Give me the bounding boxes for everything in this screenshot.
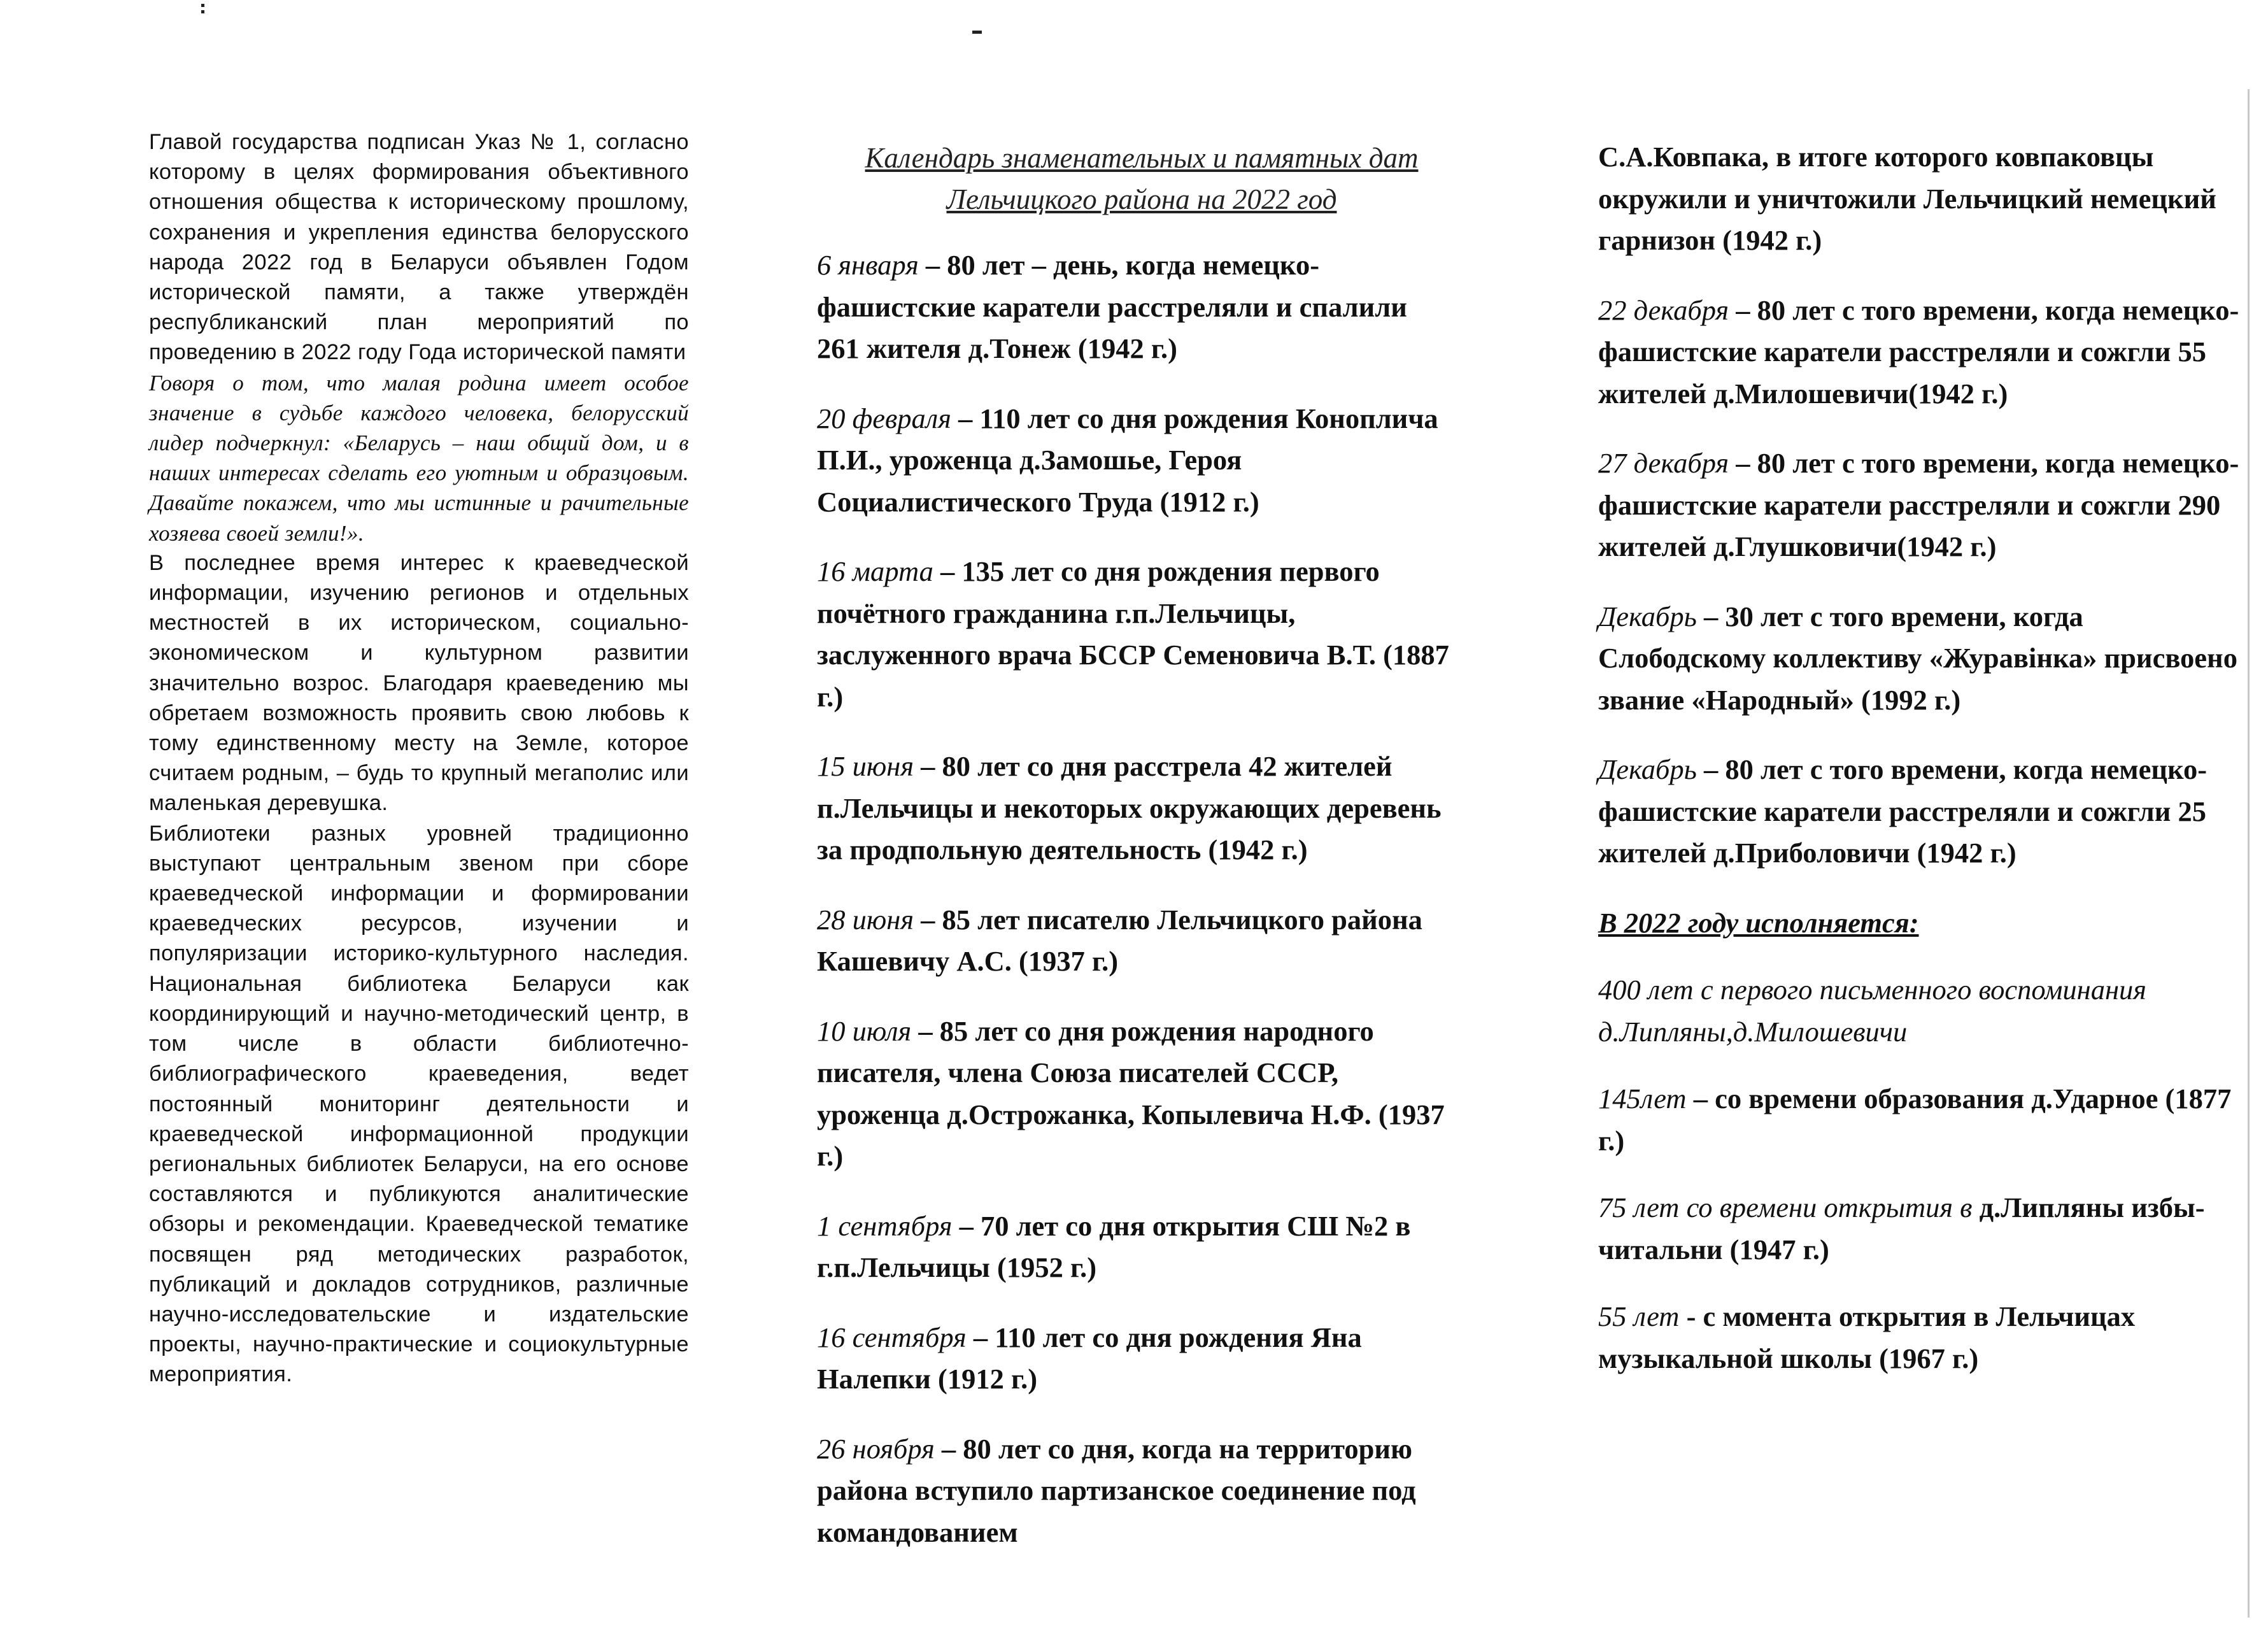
entry-date: 15 июня xyxy=(817,750,914,782)
entry-date: 20 февраля xyxy=(817,402,951,434)
entry-date: 28 июня xyxy=(817,903,914,935)
anniversary-text: - с момента открытия в Лельчицах музыкальной школы (1967 г.) xyxy=(1598,1300,2136,1374)
anniversary-lead: 145лет xyxy=(1598,1083,1687,1114)
scan-mark xyxy=(201,4,204,7)
entry-text: – 30 лет с того времени, когда Слободскому коллективу «Журавінка» присвоено звание «Народный» (1992 г.) xyxy=(1598,600,2237,716)
anniversary-text: – со времени образования д.Ударное (1877 г.) xyxy=(1598,1083,2232,1156)
scan-mark xyxy=(201,10,204,13)
anniversary-lead: 75 лет со времени открытия в xyxy=(1598,1192,1980,1223)
intro-paragraph-decree: Главой государства подписан Указ № 1, согласно которому в целях формирования объективного отношения общества к историческому прошлому, сохранения и укрепления единства белорусского народа 2022 год в Беларуси объявлен Годом исторической памяти, а также утверждён республиканский план мероприятий по проведению в 2022 году Года исторической памяти xyxy=(149,130,689,365)
entry-text: – 85 лет писателю Лельчицкого района Кашевичу А.С. (1937 г.) xyxy=(817,903,1422,977)
entry-date: 22 декабря xyxy=(1598,294,1729,326)
anniversary-item xyxy=(1598,969,2241,1053)
entry-text: – 80 лет с того времени, когда немецко-фашистские каратели расстреляли и сожгли 55 жителей д.Милошевичи(1942 г.) xyxy=(1598,294,2239,409)
anniversary-item xyxy=(1598,1187,2241,1270)
calendar-column xyxy=(817,138,1454,1581)
entry-date: 6 января xyxy=(817,249,919,281)
entry-date: 10 июля xyxy=(817,1014,912,1047)
calendar-entry xyxy=(817,746,1454,871)
calendar-entry xyxy=(817,1428,1454,1554)
entry-date: Декабрь xyxy=(1598,753,1697,785)
entry-date: 16 сентября xyxy=(817,1321,967,1353)
entry-date: 1 сентября xyxy=(817,1209,953,1242)
entry-text: – 80 лет с того времени, когда немецко-фашистские каратели расстреляли и сожгли 290 жителей д.Глушковичи(1942 г.) xyxy=(1598,447,2239,562)
entry-text: – 110 лет со дня рождения Яна Налепки (1912 г.) xyxy=(817,1321,1362,1395)
entry-text: – 70 лет со дня открытия СШ №2 в г.п.Лельчицы (1952 г.) xyxy=(817,1209,1411,1283)
intro-text-column xyxy=(149,127,689,1390)
calendar-entry xyxy=(817,398,1454,523)
entry-text: – 80 лет со дня, когда на территорию района вступило партизанское соединение под командованием xyxy=(817,1432,1416,1548)
anniversary-text: д.Липляны избы-читальни (1947 г.) xyxy=(1598,1192,2205,1265)
scan-mark xyxy=(972,31,982,34)
calendar-entry xyxy=(817,1206,1454,1289)
calendar-entry xyxy=(1598,443,2241,568)
entry-text: – 80 лет с того времени, когда немецко-фашистские каратели расстреляли и сожгли 25 жителей д.Приболовичи (1942 г.) xyxy=(1598,753,2208,869)
calendar-entry-continuation: С.А.Ковпака, в итоге которого ковпаковцы окружили и уничтожили Лельчицкий немецкий гарнизон (1942 г.) xyxy=(1598,141,2216,256)
entry-text: – 80 лет – день, когда немецко-фашистские каратели расстреляли и спалили 261 жителя д.Тонеж (1942 г.) xyxy=(817,249,1407,364)
calendar-entry xyxy=(817,551,1454,718)
calendar-title: Календарь знаменательных и памятных дат Лельчицкого района на 2022 год xyxy=(865,142,1419,215)
calendar-entry xyxy=(1598,596,2241,722)
anniversary-lead: 55 лет xyxy=(1598,1300,1680,1332)
calendar-entry xyxy=(817,1011,1454,1177)
entry-date: 16 марта xyxy=(817,555,933,587)
entry-text: – 110 лет со дня рождения Коноплича П.И., уроженца д.Замошье, Героя Социалистического Труда (1912 г.) xyxy=(817,402,1438,518)
calendar-entry xyxy=(1598,749,2241,874)
section-heading: В 2022 году исполняется: xyxy=(1598,906,1919,939)
entry-text: – 135 лет со дня рождения первого почётного гражданина г.п.Лельчицы, заслуженного врача БССР Семеновича В.Т. (1887 г.) xyxy=(817,555,1449,713)
anniversary-lead: 400 лет с первого письменного воспоминания xyxy=(1598,974,2146,1006)
intro-paragraph-quote: Говоря о том, что малая родина имеет особое значение в судьбе каждого человека, белорусский лидер подчеркнул: «Беларусь – наш общий дом, и в наших интересах сделать его уютным и образцовым. Давайте покажем, что мы истинные и рачительные хозяева своей земли!». xyxy=(149,370,689,546)
calendar-column-continued xyxy=(1598,136,2241,1405)
entry-date: 27 декабря xyxy=(1598,447,1729,479)
entry-date: Декабрь xyxy=(1598,600,1697,632)
entry-text: – 80 лет со дня расстрела 42 жителей п.Лельчицы и некоторых окружающих деревень за продпольную деятельность (1942 г.) xyxy=(817,750,1442,865)
anniversary-text: д.Липляны,д.Милошевичи xyxy=(1598,1015,1908,1048)
intro-paragraph-local-history: В последнее время интерес к краеведческой информации, изучению регионов и отдельных местностей в их историческом, социально-экономическом и культурном развитии значительно возрос. Благодаря краеведению мы обретаем возможность проявить свою любовь к тому единственному месту на Земле, которое считаем родным, – будь то крупный мегаполис или маленькая деревушка. xyxy=(149,550,689,816)
calendar-entry xyxy=(1598,290,2241,415)
calendar-entry xyxy=(817,1317,1454,1400)
entry-date: 26 ноября xyxy=(817,1432,935,1465)
intro-paragraph-libraries: Библиотеки разных уровней традиционно выступают центральным звеном при сборе краеведческой информации и формировании краеведческих ресурсов, изучении и популяризации историко-культурного наследия. Национальная библиотека Беларуси как координирующий и научно-методический центр, в том числе в области библиотечно-библиографического краеведения, ведет постоянный мониторинг деятельности и краеведческой информационной продукции региональных библиотек Беларуси, на его основе составляются и публикуются аналитические обзоры и рекомендации. Краеведческой тематике посвящен ряд методических разработок, публикаций и докладов сотрудников, различные научно-исследовательские и издательские проекты, научно-практические и социокультурные мероприятия. xyxy=(149,821,689,1387)
calendar-entry xyxy=(817,899,1454,983)
calendar-entry xyxy=(817,245,1454,370)
anniversary-item xyxy=(1598,1078,2241,1162)
scan-edge-line xyxy=(2248,89,2250,1618)
anniversary-item xyxy=(1598,1296,2241,1379)
entry-text: – 85 лет со дня рождения народного писателя, члена Союза писателей СССР, уроженца д.Острожанка, Копылевича Н.Ф. (1937 г.) xyxy=(817,1014,1445,1172)
